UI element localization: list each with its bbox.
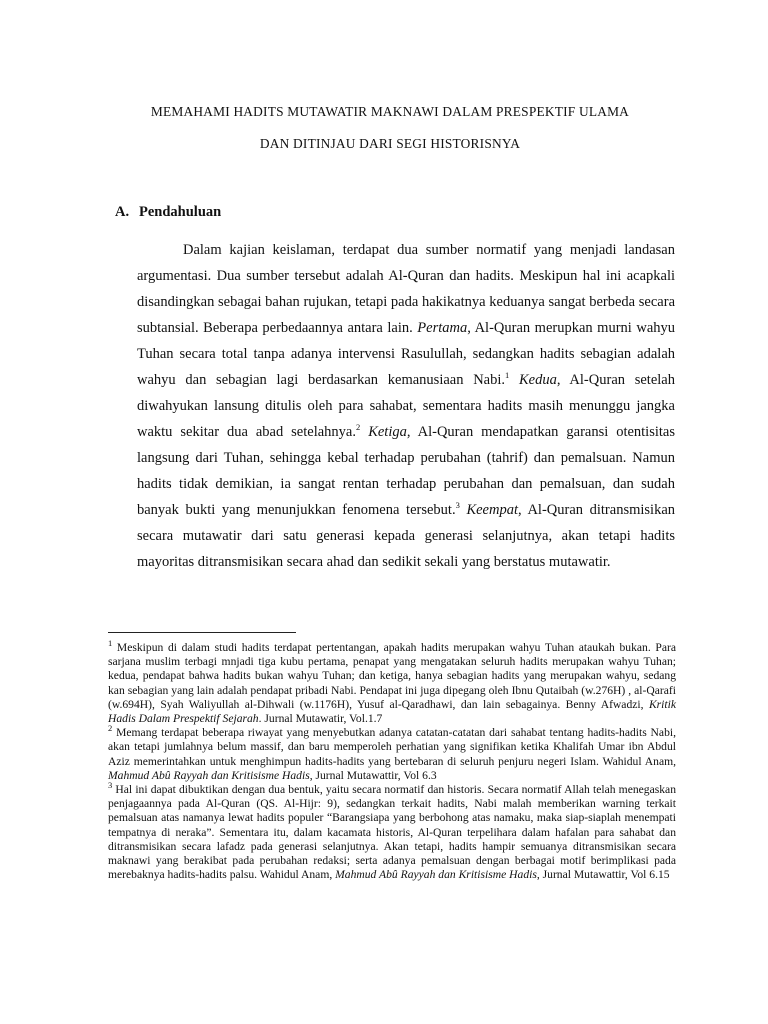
- body-paragraph: [137, 237, 675, 575]
- paragraph-italic-pertama: Pertama: [417, 320, 468, 336]
- footnote-3: [108, 780, 676, 882]
- footnote-2-text: Memang terdapat beberapa riwayat yang menyebutkan adanya catatan-catatan dari sahabat tentang hadits-hadits Nabi, akan tetapi jumlahnya belum massif, dan baru memperoleh perhatian yang signifikan ketika Khalifah Umar ibn Abdul Aziz memerintahkan untuk menghimpun hadits-hadits yang bertebaran di seluruh penjuru negeri Islam. Wahidul Anam,: [108, 726, 676, 768]
- footnote-ref-1[interactable]: 1: [505, 370, 510, 381]
- footnote-1: [108, 638, 676, 726]
- section-number: A.: [115, 204, 130, 220]
- footnote-2-italic: Mahmud Abû Rayyah dan Kritisisme Hadis: [108, 768, 310, 782]
- footnote-number-1: 1: [108, 638, 113, 649]
- footnote-2-tail: , Jurnal Mutawattir, Vol 6.3: [309, 768, 437, 782]
- paragraph-italic-keempat: Keempat: [466, 502, 518, 518]
- document-title-line-1: MEMAHAMI HADITS MUTAWATIR MAKNAWI DALAM PRESPEKTIF ULAMA: [150, 104, 630, 119]
- paragraph-text-4: , Al-Quran mendapatkan garansi otentisitas langsung dari Tuhan, sehingga kebal terhadap perubahan (tahrif) dan pemalsuan. Namun hadits tidak demikian, ia sangat rentan terhadap perubahan dan pemalsuan, dan sudah banyak bukti yang menunjukkan fenomena tersebut.: [137, 424, 675, 518]
- footnote-number-2: 2: [108, 723, 113, 734]
- footnote-1-text: Meskipun di dalam studi hadits terdapat pertentangan, apakah hadits merupakan wahyu Tuhan ataukah bukan. Para sarjana muslim terbagi mnjadi tiga kubu pertama, penapat yang mengatakan seluruh hadits merupakan wahyu Tuhan; kedua, pendapat bahwa hadits bukan wahyu Tuhan; dan ketiga, hanya sebagian hadits yang merupakan wahyu, sedang kan sebagian yang lain adalah pendapat pribadi Nabi. Pendapat ini juga dipegang oleh Ibnu Qutaibah (w.276H) , al-Qarafi (w.694H), Syah Waliyullah al-Dihwali (w.1176H), Yusuf al-Qaradhawi, dan lain sebagainya. Benny Afwadzi,: [108, 641, 676, 711]
- document-title-line-2: DAN DITINJAU DARI SEGI HISTORISNYA: [259, 136, 521, 151]
- footnote-ref-2[interactable]: 2: [355, 422, 361, 433]
- paragraph-text-5: , Al-Quran ditransmisikan secara mutawatir dari satu generasi kepada generasi selanjutnya, akan tetapi hadits mayoritas ditransmisikan secara ahad dan sedikit sekali yang berstatus mutawatir.: [137, 502, 676, 570]
- footnote-2: [108, 723, 676, 783]
- footnote-number-3: 3: [108, 780, 113, 791]
- section-heading: [115, 204, 221, 221]
- footnote-3-text: Hal ini dapat dibuktikan dengan dua bentuk, yaitu secara normatif dan historis. Secara normatif Allah telah menegaskan penjagaannya pada Al-Quran (QS. Al-Hijr: 9), sedangkan terkait hadits, Nabi malah memberikan warning terkait pemalsuan atas namanya lewat hadits populer “Barangsiapa yang berbohong atas namaku, maka siap-siaplah menempati tempatnya di neraka”. Sementara itu, dalam kacamata historis, Al-Quran terpelihara dalam hafalan para sahabat dan ditransmisikan secara lafadz pada generasi selanjutnya. Akan tetapi, hadits hampir semuanya ditransmisikan secara maknawi yang berakibat pada perubahan redaksi; serta adanya pemalsuan dengan berbagai motif berimplikasi pada merebaknya hadits-hadits palsu. Wahidul Anam,: [108, 783, 676, 882]
- paragraph-text-2: , Al-Quran merupkan murni wahyu Tuhan secara total tanpa adanya intervensi Rasulullah, sedangkan hadits sebagian adalah wahyu dan sebagian lagi berdasarkan kemanusiaan Nabi.: [137, 320, 675, 388]
- footnote-1-tail: . Jurnal Mutawatir, Vol.1.7: [258, 712, 383, 726]
- footnote-3-italic: Mahmud Abû Rayyah dan Kritisisme Hadis: [335, 868, 537, 882]
- paragraph-text-3: , Al-Quran setelah diwahyukan lansung ditulis oleh para sahabat, sementara hadits masih menunggu jangka waktu sekitar dua abad setelahnya.: [137, 372, 675, 440]
- paragraph-text-1: Dalam kajian keislaman, terdapat dua sumber normatif yang menjadi landasan argumentasi. Dua sumber tersebut adalah Al-Quran dan hadits. Meskipun hal ini acapkali disandingkan sebagai bahan rujukan, tetapi pada hakikatnya keduanya sangat berbeda secara subtansial. Beberapa perbedaannya antara lain.: [137, 242, 675, 336]
- footnote-1-italic: Kritik Hadis Dalam Prespektif Sejarah: [108, 697, 676, 726]
- footnote-separator: [108, 632, 296, 633]
- section-heading-text: Pendahuluan: [139, 204, 222, 220]
- footnote-ref-3[interactable]: 3: [455, 500, 460, 511]
- footnotes: [108, 638, 676, 882]
- paragraph-italic-ketiga: Ketiga: [368, 424, 407, 440]
- footnote-3-tail: , Jurnal Mutawattir, Vol 6.15: [536, 868, 670, 882]
- paragraph-italic-kedua: Kedua: [519, 372, 557, 388]
